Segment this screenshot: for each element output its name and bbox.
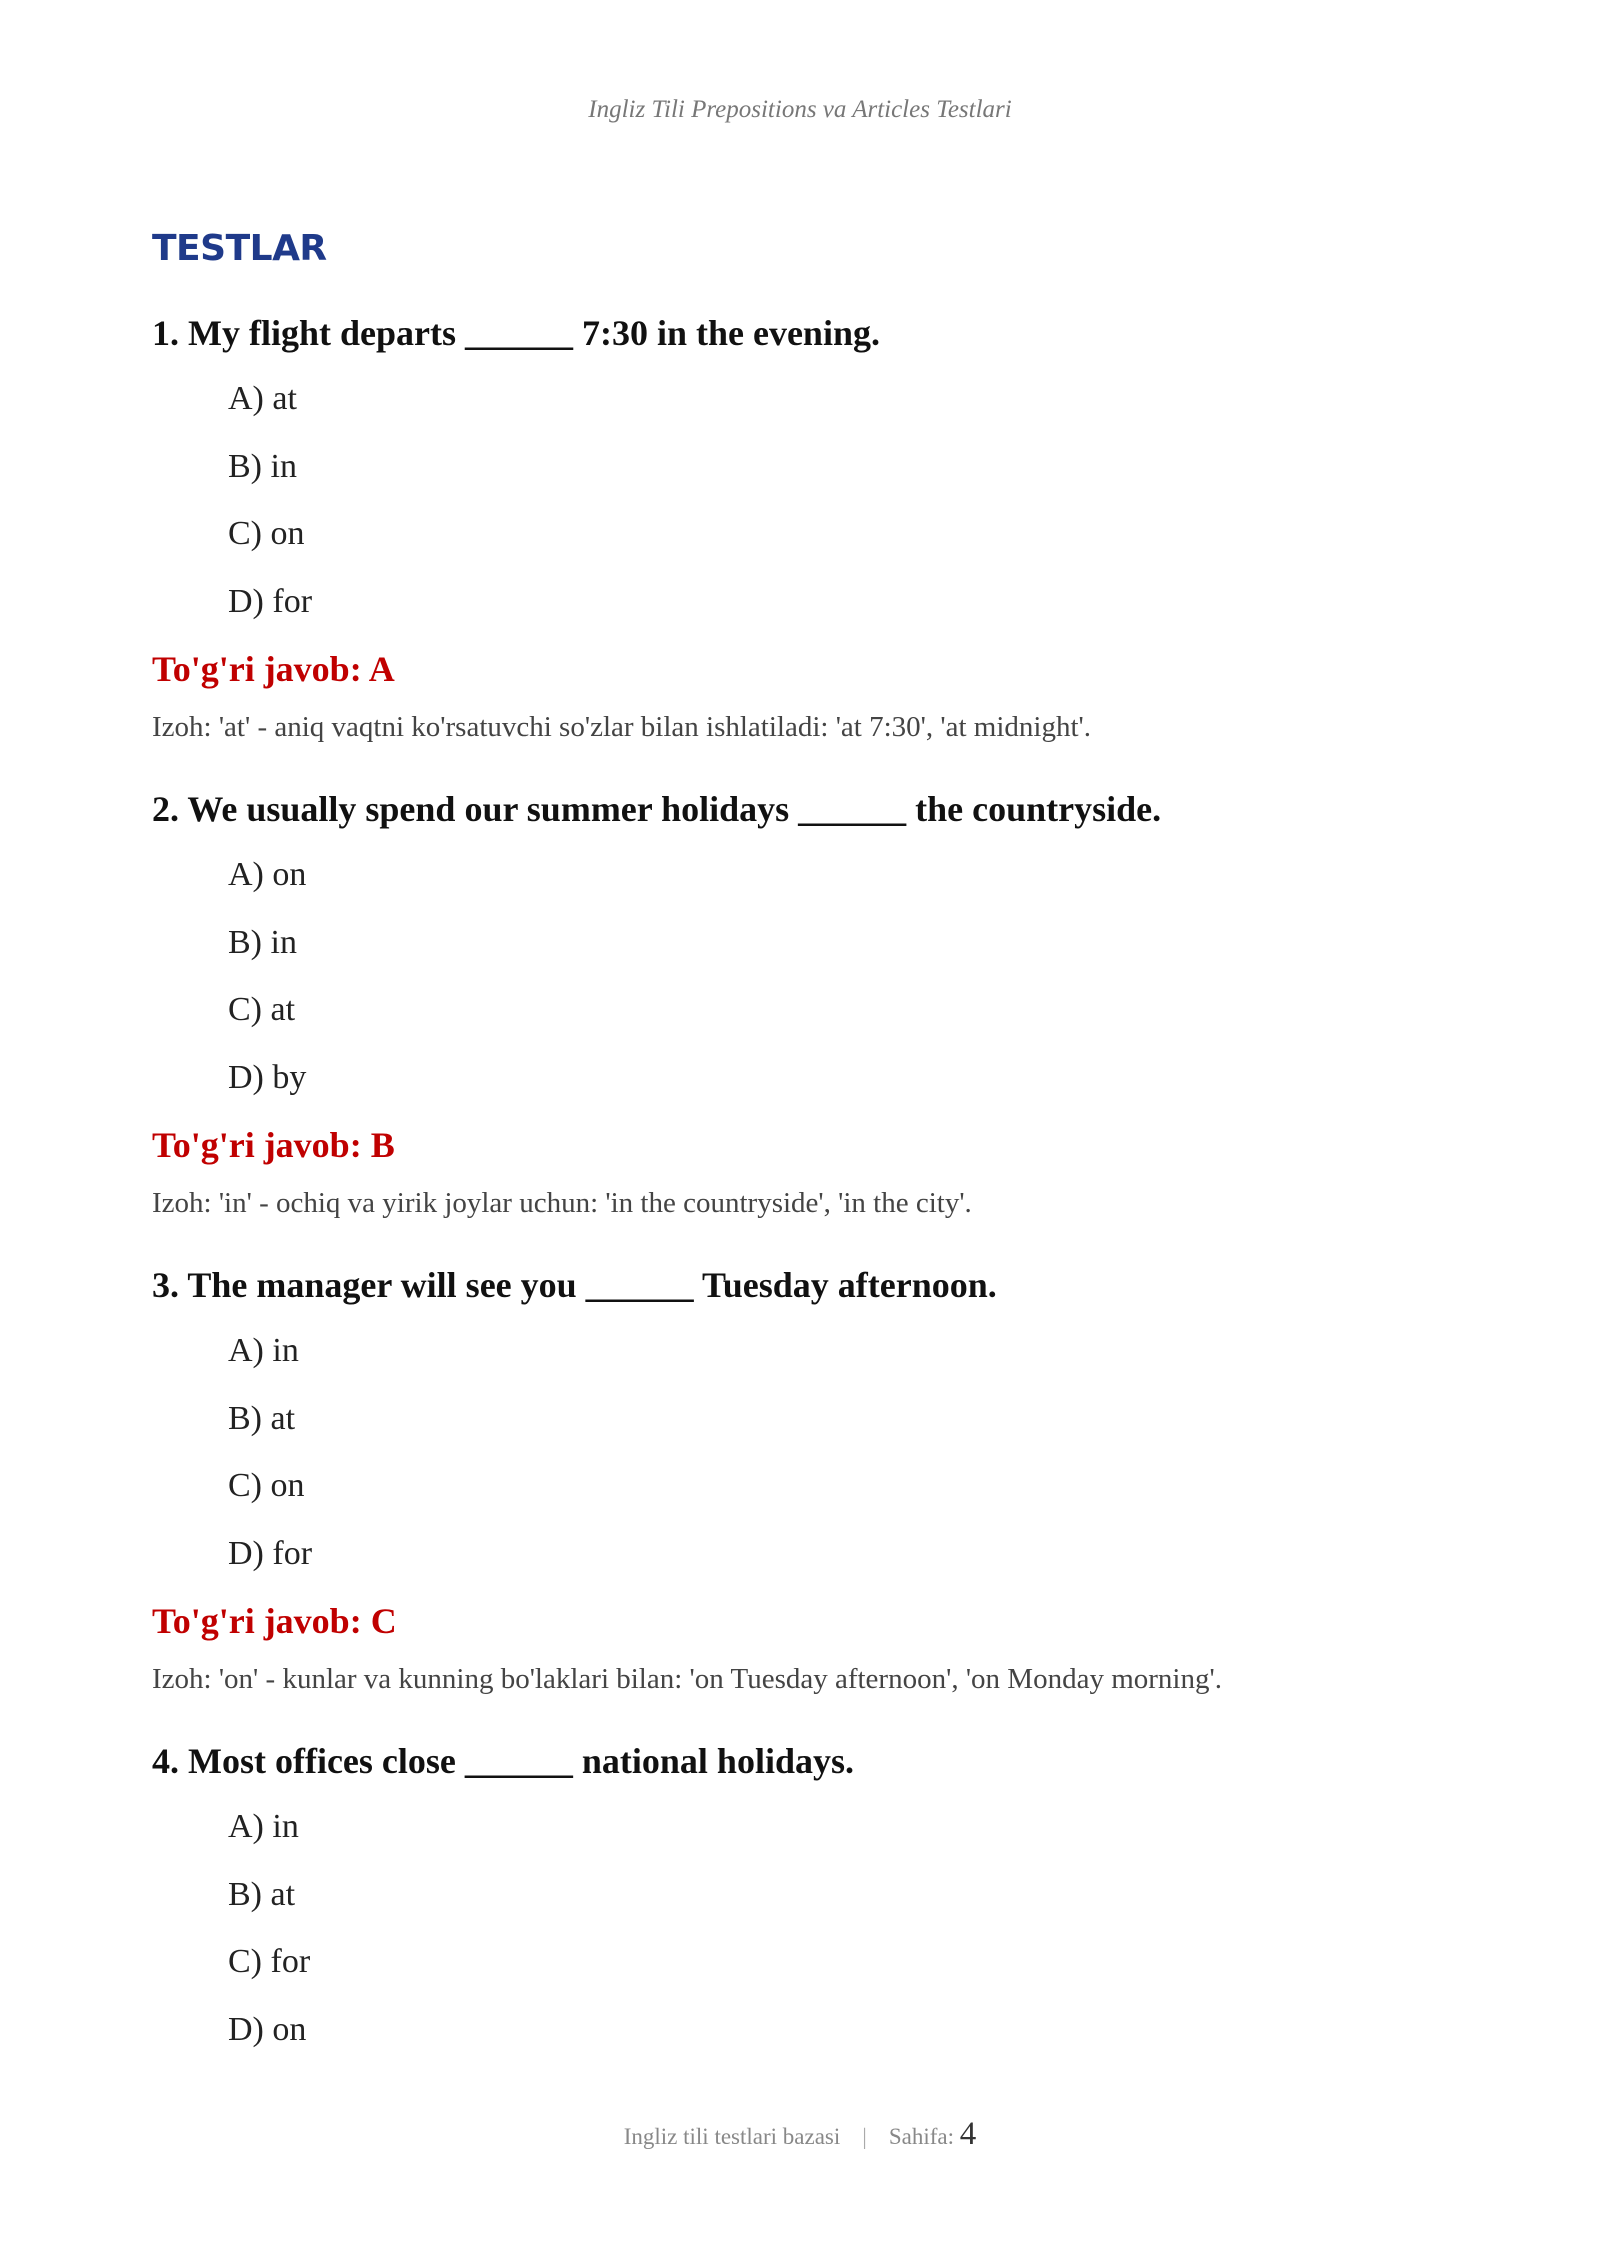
option-d: D) for: [228, 1534, 313, 1572]
option-b: B) at: [228, 1399, 296, 1437]
page-footer: [0, 2116, 1600, 2153]
option-a: A) in: [228, 1332, 299, 1369]
option-a: A) on: [228, 856, 307, 893]
footer-separator: |: [862, 2124, 867, 2149]
page-header: Ingliz Tili Prepositions va Articles Testlari: [588, 96, 1012, 123]
question-3: [152, 1263, 1452, 1699]
option-b: B) in: [228, 923, 297, 961]
option-list: [152, 1805, 1452, 2052]
section-title: TESTLAR: [152, 228, 327, 269]
page-label: Sahifa:: [888, 2124, 955, 2149]
question-text: 3. The manager will see you ______ Tuesday afternoon.: [152, 1265, 997, 1305]
explanation-note: Izoh: 'on' - kunlar va kunning bo'laklari bilan: 'on Tuesday afternoon', 'on Monday morning'.: [152, 1663, 1222, 1695]
document-body: [152, 228, 1452, 2075]
option-d: D) for: [228, 582, 313, 620]
option-c: C) at: [228, 991, 296, 1028]
option-b: B) at: [228, 1875, 296, 1913]
option-list: [152, 1329, 1452, 1576]
question-text: 1. My flight departs ______ 7:30 in the evening.: [152, 313, 880, 353]
page-number: 4: [959, 2116, 977, 2152]
option-c: C) on: [228, 1467, 305, 1504]
explanation-note: Izoh: 'at' - aniq vaqtni ko'rsatuvchi so'zlar bilan ishlatiladi: 'at 7:30', 'at midnight'.: [152, 711, 1091, 743]
option-d: D) by: [228, 1058, 307, 1096]
question-2: [152, 787, 1452, 1223]
footer-label: Ingliz tili testlari bazasi: [623, 2124, 841, 2149]
correct-answer: To'g'ri javob: B: [152, 1125, 395, 1165]
option-list: [152, 853, 1452, 1100]
explanation-note: Izoh: 'in' - ochiq va yirik joylar uchun: 'in the countryside', 'in the city'.: [152, 1187, 972, 1219]
option-c: C) for: [228, 1943, 311, 1980]
option-a: A) at: [228, 380, 297, 417]
question-1: [152, 311, 1452, 747]
option-c: C) on: [228, 515, 305, 552]
question-text: 2. We usually spend our summer holidays ______ the countryside.: [152, 789, 1162, 829]
question-text: 4. Most offices close ______ national holidays.: [152, 1741, 854, 1781]
correct-answer: To'g'ri javob: C: [152, 1601, 397, 1641]
option-list: [152, 377, 1452, 624]
option-b: B) in: [228, 447, 297, 485]
option-a: A) in: [228, 1808, 299, 1845]
correct-answer: To'g'ri javob: A: [152, 649, 395, 689]
question-4: [152, 1739, 1452, 2052]
option-d: D) on: [228, 2010, 307, 2048]
